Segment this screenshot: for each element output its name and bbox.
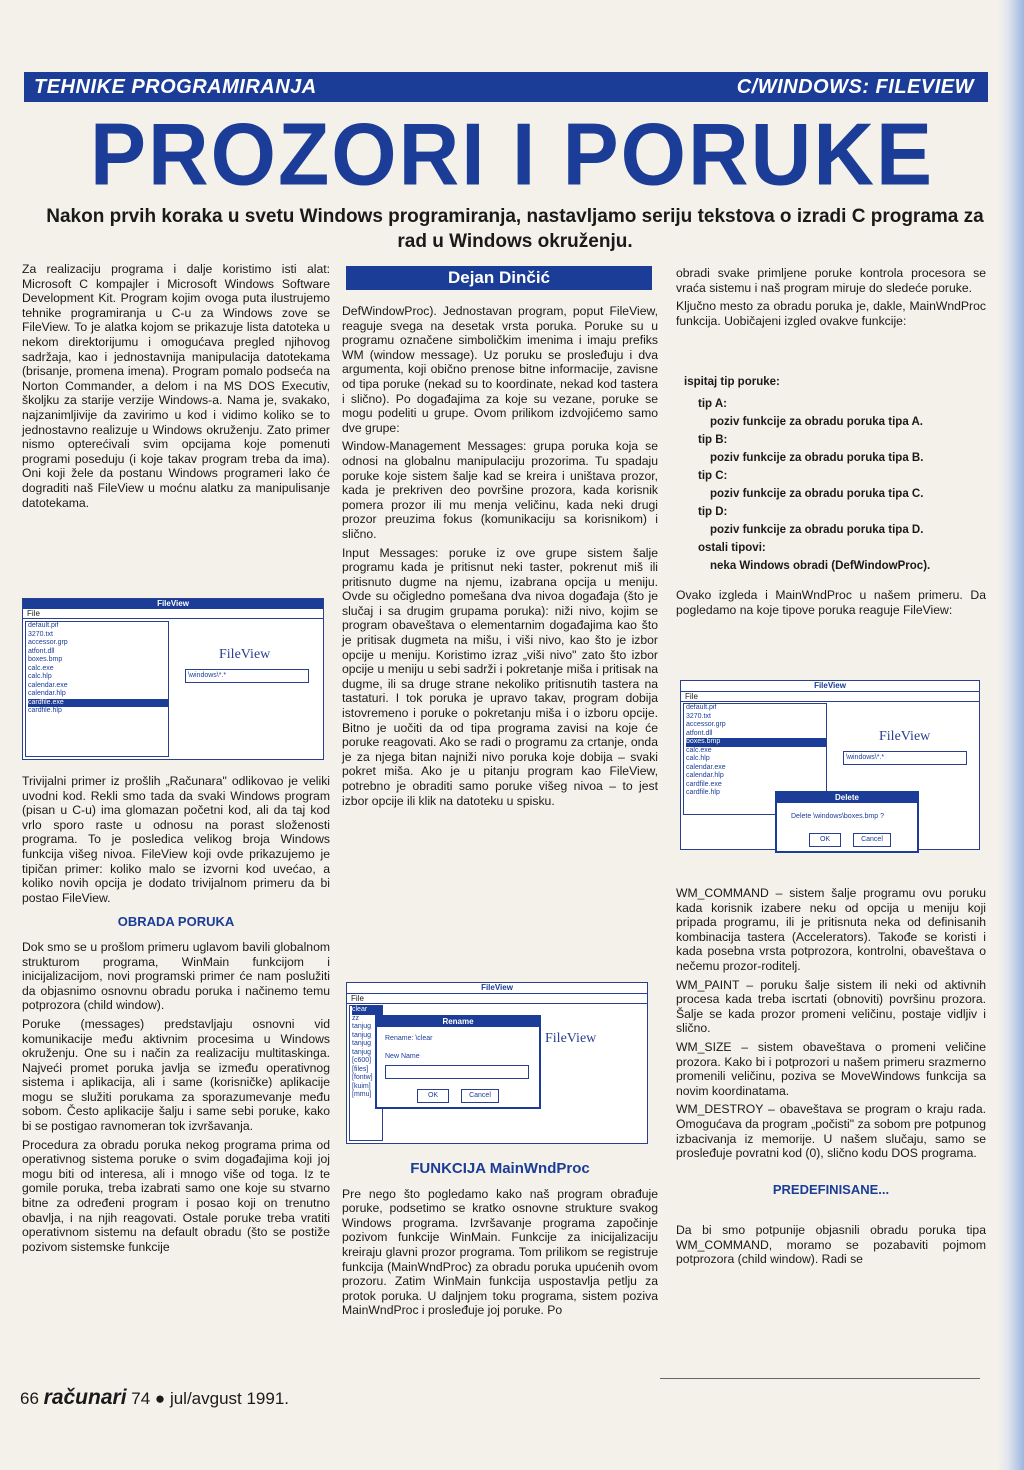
author-bar: Dejan Dinčić [346, 266, 652, 290]
paragraph: WM_PAINT – poruku šalje sistem ili neki od aktivnih procesa kada treba iscrtati (obnoviti) površinu prozora. Šalje se kada prozor promeni veličinu, postaje vidljiv i slično. [676, 977, 986, 1036]
fileview-label: FileView [879, 729, 931, 744]
page-edge [998, 0, 1024, 1470]
paragraph: Window-Management Messages: grupa poruka koja se odnosi na globalnu manipulaciju prozorima. Tu spadaju poruke koje sistem šalje kad se kreira i uništava prozor, kada je prekriven deo površine prozora, kada korisnik pomera prozor ili mu menja veličinu, kada neki drugi prozor preuzima fokus (komunikaciju sa korisnikom) i slično. [342, 439, 658, 541]
issue-date: jul/avgust 1991. [169, 1389, 290, 1408]
file-list-item[interactable]: accessor.grp [686, 721, 726, 728]
file-list-item[interactable]: calc.hlp [686, 755, 710, 762]
code-line: poziv funkcije za obradu poruka tipa B. [710, 452, 924, 464]
file-list-item[interactable]: calc.hlp [28, 673, 52, 680]
file-list-item[interactable]: clear [352, 1006, 382, 1015]
issue-number: 74 [131, 1389, 151, 1408]
window-title: FileView [23, 599, 323, 609]
paragraph: Procedura za obradu poruka nekog programa prima od operativnog sistema poruke o svim događajima koji joj mogu biti od interesa, ali i mnogo više od toga. Iz te gomile poruka, treba izabrati samo one koje su stvarno bitne za određeni program i posao koji on trenutno obavlja, i na njih reagovati. Ostale poruke treba vratiti operativnom sistemu na default obradu (što se postiže pozivom sistemske funkcije [22, 1137, 330, 1254]
dialog-title: Delete [777, 793, 917, 803]
ok-button[interactable]: OK [809, 833, 841, 847]
rename-dialog [375, 1015, 541, 1109]
column-2-bottom [342, 1162, 658, 1322]
file-list-item[interactable]: boxes.bmp [28, 656, 63, 663]
path-box: \windows\*.* [843, 751, 967, 765]
section-label: TEHNIKE PROGRAMIRANJA [34, 76, 317, 98]
section-header-bar [24, 72, 988, 102]
file-list-item[interactable]: cardfile.hlp [28, 707, 62, 714]
file-list-item[interactable]: [files] [352, 1065, 369, 1073]
code-line: ostali tipovi: [698, 542, 766, 554]
column-1-mid [22, 774, 330, 1258]
code-line: tip C: [698, 470, 728, 482]
code-line: tip D: [698, 506, 728, 518]
paragraph: Trivijalni primer iz prošlih „Računara" odlikovao je veliki uvodni kod. Rekli smo tada da svaki Windows program (pisan u C-u) ima glomazan početni kod, ali da taj kod vrlo sporo raste u odnosu na porast složenosti programa. To je posledica velikog broja Windows funkcija višeg nivoa. FileView koji ovde prikazujemo je tipičan primer: koliko malo se izvorni kod uvećao, a koliko novih opcija je dodato trivijalnom primeru da bi postao FileView. [22, 774, 330, 905]
file-list-item[interactable]: cardfile.exe [686, 780, 722, 788]
file-list-item[interactable]: [fontw] [352, 1074, 373, 1081]
file-list-item[interactable]: atfont.dll [28, 647, 55, 655]
paragraph: WM_SIZE – sistem obaveštava o promeni veličine prozora. Kako bi i potprozori u našem primeru srazmerno promenili veličinu, poziva se MoveWindows funkcija sa novim koordinatama. [676, 1039, 986, 1098]
subheading-predefinisane: PREDEFINISANE... [772, 1181, 890, 1197]
article-title: PROZORI I PORUKE [89, 104, 935, 204]
column-1-top [22, 262, 330, 514]
newname-label: New Name [385, 1053, 420, 1060]
delete-dialog [775, 791, 919, 853]
dialog-title: Rename [377, 1017, 539, 1027]
file-list-item[interactable]: default.pif [28, 622, 59, 629]
newname-input[interactable] [385, 1065, 529, 1079]
column-3-top [676, 266, 986, 332]
code-line: neka Windows obradi (DefWindowProc). [710, 560, 931, 572]
subheading-mainwndproc: FUNKCIJA MainWndProc [410, 1160, 590, 1177]
file-list-item[interactable]: calc.exe [686, 746, 712, 754]
file-list-item[interactable]: [mmu] [352, 1091, 372, 1098]
paragraph: obradi svake primljene poruke kontrola procesora se vraća sistemu i naš program miruje do sledeće poruke. [676, 266, 986, 295]
page-footer [20, 1386, 289, 1410]
fileview-label: FileView [219, 647, 271, 662]
column-3-mid [676, 588, 986, 621]
paragraph: Poruke (messages) predstavljaju osnovni vid komunikacije među aktivnim procesima u Windows okruženju. One su i način za realizaciju multitaskinga. Najveći promet poruka javlja se između operativnog sistema i aplikacija, ali i same (korisničke) aplikacije mogu se služiti porukama za sporazumevanje među sobom. Često aplikacije šalju i same sebi poruke, kako bi se postigao ravnomeran tok izvršavanja. [22, 1016, 330, 1134]
paragraph: Input Messages: poruke iz ove grupe sistem šalje programu kada je pritisnut neki taster, pokrenut miš ili pritisnuto dugme na njemu, izabrana opcija u meniju. Ovde su očigledno pomešana dva nivoa događaja (što je slučaj i sa drugim grupama poruka): niži nivo, kojim se program obaveštava o elementarnim događajima kao što je pritisak dugmeta na mišu, i viši nivo, kao što je izbor opcije u meniju. Koristimo izraz „viši nivo" zato što izbor opcije u meniju u sebi sadrži i pokretanje miša i pritisak na dugme, ili sa druge strane nekoliko pritisnutih tastera na tastaturi. I tok poruka je upravo takav, program dobija istovremeno i poruke o pokretanju miša i o izboru opcije. Bitno je uočiti da od tipa programa zavisi na koje će poruke reagovati. Ako se radi o programu za crtanje, onda je za njega bitan najniži nivo poruka koje dobija – svaki pokret miša. Ako je u pitanju program kao FileView, potrebno je obraditi samo poruke višeg nivoa – to jest izbor opcije ili klik na datoteku u spisku. [342, 545, 658, 808]
code-line: poziv funkcije za obradu poruka tipa D. [710, 524, 924, 536]
code-line: tip A: [698, 398, 727, 410]
subheading-obrada: OBRADA PORUKA [117, 914, 235, 930]
paragraph: Ključno mesto za obradu poruka je, dakle, MainWndProc funkcija. Uobičajeni izgled ovakve funkcije: [676, 299, 986, 328]
fileview-label: FileView [545, 1031, 597, 1046]
file-list-item[interactable]: calendar.hlp [28, 690, 66, 697]
fileview-screenshot-2 [346, 982, 648, 1144]
file-list-item[interactable]: [kuim] [352, 1082, 371, 1090]
file-list-item[interactable]: boxes.bmp [686, 738, 826, 747]
fileview-screenshot-1 [22, 598, 324, 760]
delete-text: Delete \windows\boxes.bmp ? [791, 813, 884, 820]
magazine-logo: računari [43, 1386, 127, 1409]
file-list-item[interactable]: cardfile.exe [28, 699, 168, 708]
code-line: poziv funkcije za obradu poruka tipa C. [710, 488, 924, 500]
column-2-top [342, 304, 658, 812]
file-list-item[interactable]: calendar.hlp [686, 772, 724, 779]
file-list-item[interactable]: 3270.txt [28, 630, 53, 638]
paragraph: DefWindowProc). Jednostavan program, poput FileView, reaguje svega na desetak vrsta poruka. Poruke su u programu označene simboličkim imenima i imaju prefiks WM (window message). Uz poruku se prosleđuju i dva argumenta, koji obično prenose bitne informacije, zavisne od tipa poruke (nekad su to koordinate, nekad kod tastera i slično). Po događajima za koje su vezane, poruke se mogu podeliti u grupe. Ovom prilikom izdvojićemo samo dve grupe: [342, 304, 658, 435]
file-list-item[interactable]: tanjug [352, 1040, 372, 1047]
paragraph: WM_COMMAND – sistem šalje programu ovu poruku kada korisnik izabere neku od opcija u meniju koji pripada programu, ili je pritisnuta neka od definisanih kombinacija tastera (Accelerators). Takođe se koristi i kada posebna vrsta potprozora, kontrolni, obaveštava o nečemu prozor-roditelj. [676, 886, 986, 973]
column-3-bottom [676, 886, 986, 1271]
file-list [25, 621, 169, 757]
paragraph: Da bi smo potpunije objasnili obradu poruka tipa WM_COMMAND, moramo se pozabaviti pojmom potprozora (child window). Radi se [676, 1223, 986, 1267]
file-list-item[interactable]: tanjug [352, 1048, 372, 1056]
fileview-screenshot-3 [680, 680, 980, 850]
series-label: C/WINDOWS: FILEVIEW [736, 76, 974, 98]
paragraph: Za realizaciju programa i dalje koristimo isti alat: Microsoft C kompajler i Microsoft Windows Software Development Kit. Program kojim ovoga puta ilustrujemo tehnike programiranja u C-u za Windows zove se FileView. To je alatka kojom se prikazuje lista datoteka u nekom direktorijumu i omogućava pregled njihovog sadržaja, kao i jednostavnija manipulacija datotekama (brisanje, promena imena). Program pomalo podseća na Norton Commander, a delom i na MS DOS Executiv, školjku za stariјe verzije Windows-a. Nama je, svakako, najzanimljivije da zavirimo u kod i vidimo koliko se to jednostavno realizuje u Windows okruženju. Zato primer nismo opterećivali svim opcijama koje pomenuti programi poseduju (i koje takav program treba da ima). Oni koji žele da postanu Windows programeri lako će dograditi naš FileView u moćnu alatku za manipulisanje datotekama. [22, 262, 330, 510]
menu-file: File [23, 609, 323, 619]
paragraph: WM_DESTROY – obaveštava se program o kraju rada. Omogućava da program „počisti" za sobom pre potpunog izbacivanja iz memorije. U našem slučaju, samo se prosleđuje povratni kod (0), slično kodu DOS programa. [676, 1102, 986, 1161]
file-list-item[interactable]: zz [352, 1014, 359, 1022]
code-line: ispitaj tip poruke: [684, 376, 780, 388]
file-list-item[interactable]: cardfile.hlp [686, 789, 720, 796]
file-list-item[interactable]: accessor.grp [28, 639, 68, 646]
paragraph: Ovako izgleda i MainWndProc u našem primeru. Da pogledamo na koje tipove poruka reaguje FileView: [676, 588, 986, 617]
window-title: FileView [347, 983, 647, 994]
file-list-item[interactable]: default.pif [686, 704, 717, 711]
file-list-item[interactable]: 3270.txt [686, 712, 711, 720]
paragraph: Pre nego što pogledamo kako naš program obrađuje poruke, podsetimo se kratko osnovne strukture svakog Windows programa. Izvršavanje programa započinje pozivom funkcije WinMain. Funkcije za inicijalizaciju kreiraju glavni prozor programa. Tom prilikom se registruje funkcija (MainWndProc) za obradu poruka upućenih ovom prozoru. Zatim WinMain funkcija uspostavlja petlju za protok poruka. U daljnjem toku programa, sistem poziva MainWndProc i prosleđuje joj poruke. Po [342, 1186, 658, 1318]
ok-button[interactable]: OK [417, 1089, 449, 1103]
bullet-icon: ● [154, 1389, 166, 1408]
paragraph: Dok smo se u prošlom primeru uglavom bavili globalnom strukturom programa, WinMain funkcijom i inicijalizacijom, novi programski primer će nam poslužiti da objasnimo osnovnu obradu poruka i načinemo temu potprozora (child window). [22, 939, 330, 1013]
page-number: 66 [20, 1389, 39, 1408]
cancel-button[interactable]: Cancel [853, 833, 891, 847]
menu-file: File [681, 692, 979, 702]
rename-label: Rename: \clear [385, 1035, 433, 1042]
path-box: \windows\*.* [185, 669, 309, 683]
file-list-item[interactable]: calc.exe [28, 664, 54, 672]
file-list-item[interactable]: atfont.dll [686, 729, 713, 737]
cancel-button[interactable]: Cancel [461, 1089, 499, 1103]
code-line: tip B: [698, 434, 728, 446]
file-list-item[interactable]: tanjug [352, 1023, 372, 1030]
file-list-item[interactable]: [c600] [352, 1057, 372, 1064]
code-line: poziv funkcije za obradu poruka tipa A. [710, 416, 923, 428]
article-lead: Nakon prvih koraka u svetu Windows programiranja, nastavljamo seriju tekstova o izradi C programa za rad u Windows okruženju. [46, 206, 984, 252]
footer-rule [660, 1378, 980, 1379]
file-list-item[interactable]: calendar.exe [28, 681, 68, 689]
file-list-item[interactable]: tanjug [352, 1031, 372, 1039]
menu-file: File [347, 994, 647, 1004]
file-list-item[interactable]: calendar.exe [686, 763, 726, 771]
window-title: FileView [681, 681, 979, 692]
